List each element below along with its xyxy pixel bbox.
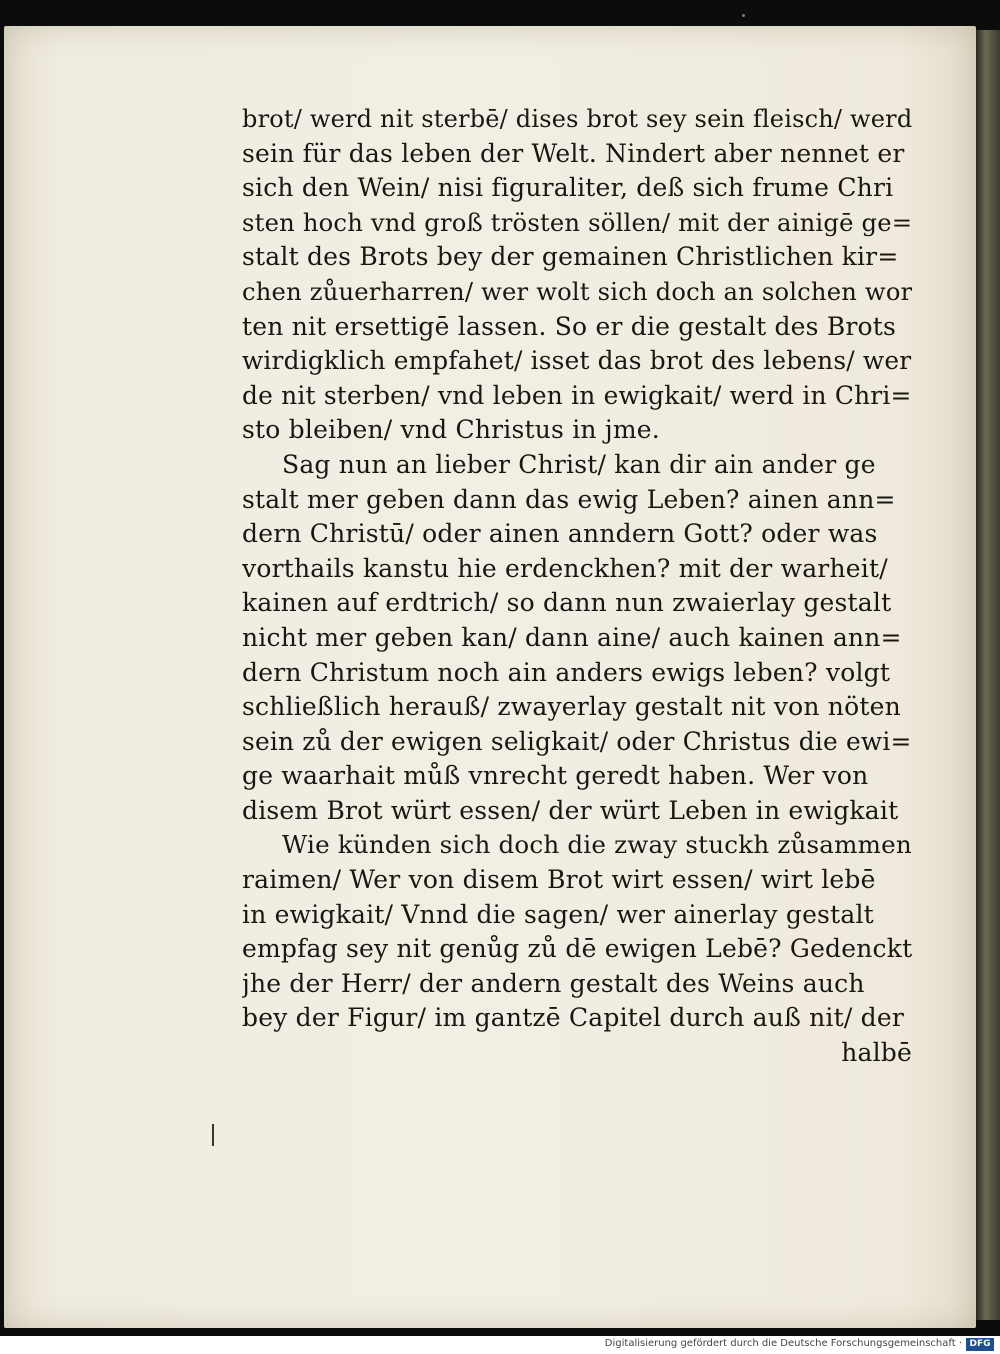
text-line: wirdigklich empfahet/ isset das brot des lebens/ wer: [242, 346, 912, 376]
text-line: bey der Figur/ im gantzē Capitel durch auß nit/ der: [242, 1003, 904, 1033]
text-line: brot/ werd nit sterbē/ dises brot sey sein fleisch/ werd: [242, 105, 912, 133]
dfg-logo-icon: DFG: [966, 1338, 994, 1351]
book-page: [4, 26, 976, 1328]
text-line: ten nit ersettigē lassen. So er die gestalt des Brots: [242, 311, 897, 341]
text-line: stalt mer geben dann das ewig Leben? ainen ann=: [242, 484, 896, 514]
text-line: chen zůuerharren/ wer wolt sich doch an solchen wor: [242, 277, 912, 306]
text-line: sein für das leben der Welt. Nindert aber nennet er: [242, 138, 905, 168]
footer-credit: Digitalisierung gefördert durch die Deutsche Forschungsgemeinschaft ·: [604, 1338, 962, 1349]
text-line: empfag sey nit genůg zů dē ewigen Lebē? Gedenckt: [242, 934, 912, 964]
text-line: kainen auf erdtrich/ so dann nun zwaierlay gestalt: [242, 588, 892, 618]
text-line: disem Brot würt essen/ der würt Leben in ewigkait: [242, 795, 899, 825]
text-line: stalt des Brots bey der gemainen Christlichen kir=: [242, 242, 899, 272]
footer-bar: [0, 1336, 1000, 1354]
text-line: schließlich herauß/ zwayerlay gestalt nit von nöten: [242, 692, 901, 722]
text-line: Wie künden sich doch die zway stuckh zůsammen: [282, 830, 912, 860]
text-line: de nit sterben/ vnd leben in ewigkait/ werd in Chri=: [242, 380, 912, 410]
stray-ink-mark: [212, 1124, 214, 1146]
text-line: halbē: [841, 1038, 912, 1068]
text-line: sten hoch vnd groß trösten söllen/ mit der ainigē ge=: [242, 207, 912, 237]
text-line: raimen/ Wer von disem Brot wirt essen/ wirt lebē: [242, 865, 876, 895]
text-line: jhe der Herr/ der andern gestalt des Weins auch: [242, 968, 865, 998]
text-line: in ewigkait/ Vnnd die sagen/ wer ainerlay gestalt: [242, 899, 874, 929]
text-line: sein zů der ewigen seligkait/ oder Christus die ewi=: [242, 726, 912, 756]
page-edge-shadow: [976, 30, 1000, 1320]
text-line: Sag nun an lieber Christ/ kan dir ain ander ge: [282, 449, 876, 479]
text-line: dern Christū/ oder ainen anndern Gott? oder was: [242, 519, 878, 549]
scan-speck: [742, 14, 745, 17]
text-line: nicht mer geben kan/ dann aine/ auch kainen ann=: [242, 622, 902, 652]
text-line: vorthails kanstu hie erdenckhen? mit der warheit/: [242, 553, 888, 583]
text-line: ge waarhait můß vnrecht geredt haben. Wer von: [242, 761, 869, 791]
text-line: sto bleiben/ vnd Christus in jme.: [242, 415, 660, 445]
page-text-block: [242, 102, 912, 1071]
text-line: dern Christum noch ain anders ewigs leben? volgt: [242, 657, 891, 687]
text-line: sich den Wein/ nisi figuraliter, deß sich frume Chri: [242, 173, 894, 203]
